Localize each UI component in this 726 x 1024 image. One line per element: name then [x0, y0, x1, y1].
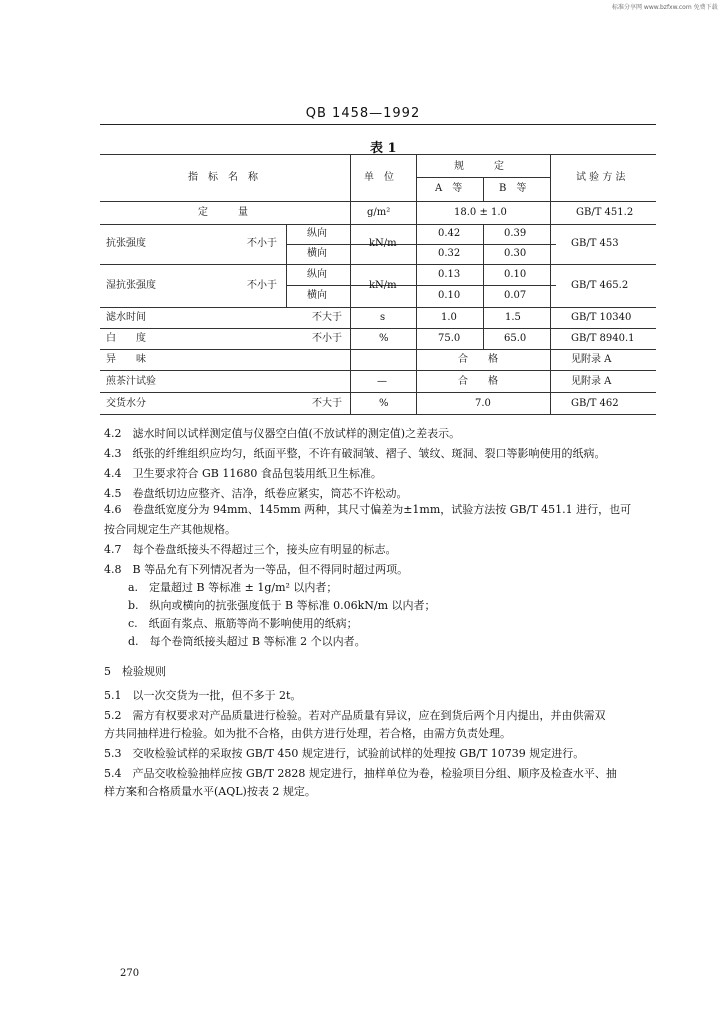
- header-method: 试 验 方 法: [576, 172, 626, 183]
- clause-5-2: 5.2 需方有权要求对产品质量进行检验。若对产品质量有异议，应在到货后两个月内提出，并由供需双: [104, 709, 606, 722]
- row-wet-tensile-b2: 0.07: [504, 290, 527, 301]
- clause-4-3: 4.3 纸张的纤维组织应均匀，纸面平整，不许有破洞皱、褶子、皱纹、斑洞、裂口等影响使用的纸病。: [104, 447, 606, 460]
- row-tea-test-method: 见附录 A: [571, 376, 612, 387]
- header-grade-b: B 等: [499, 183, 527, 194]
- col-rule: [350, 154, 351, 414]
- clause-4-6-cont: 按合同规定生产其他规格。: [104, 523, 236, 536]
- col-rule: [550, 154, 551, 414]
- row-rule: [100, 370, 656, 371]
- row-tea-test-value: 合 格: [458, 376, 498, 387]
- row-drainage-method: GB/T 10340: [571, 312, 632, 323]
- row-tensile-b1: 0.39: [504, 228, 527, 239]
- col-rule: [416, 154, 417, 414]
- row-basis-weight-value: 18.0 ± 1.0: [454, 207, 507, 218]
- row-rule: [100, 328, 656, 329]
- row-odor-value: 合 格: [458, 354, 498, 365]
- row-basis-weight-unit: g/m²: [367, 207, 391, 218]
- clause-5-4: 5.4 产品交收检验抽样应按 GB/T 2828 规定进行，抽样单位为卷，检验项目分组、顺序及检查水平、抽: [104, 767, 617, 780]
- row-tensile-method: GB/T 453: [571, 238, 619, 249]
- row-brightness-a: 75.0: [438, 333, 461, 344]
- row-moisture-cond: 不大于: [312, 398, 342, 409]
- clause-5-2-cont: 方共同抽样进行检验。如为批不合格，由供方进行处理，若合格，由需方负责处理。: [104, 727, 511, 740]
- row-drainage-name: 滤水时间: [106, 312, 146, 323]
- row-tensile-b2: 0.30: [504, 248, 527, 259]
- watermark: 标准分享网 www.bzfxw.com 免费下载: [612, 4, 718, 11]
- row-tensile-cond: 不小于: [247, 238, 277, 249]
- row-brightness-b: 65.0: [504, 333, 527, 344]
- row-odor-method: 见附录 A: [571, 354, 612, 365]
- clause-5-4-cont: 样方案和合格质量水平(AQL)按表 2 规定。: [104, 785, 316, 798]
- clause-4-7: 4.7 每个卷盘纸接头不得超过三个，接头应有明显的标志。: [104, 543, 397, 556]
- row-tensile-dir2: 横向: [307, 248, 327, 259]
- table-top-rule: [100, 154, 656, 155]
- row-tea-test-name: 煎茶汁试验: [106, 376, 156, 387]
- clause-4-2: 4.2 滤水时间以试样测定值与仪器空白值(不放试样的测定值)之差表示。: [104, 427, 461, 440]
- row-wet-tensile-name: 湿抗张强度: [106, 280, 156, 291]
- clause-5-3: 5.3 交收检验试样的采取按 GB/T 450 规定进行，试验前试样的处理按 GB/T 10739 规定进行。: [104, 747, 585, 760]
- clause-4-5: 4.5 卷盘纸切边应整齐、洁净，纸卷应紧实，筒芯不许松动。: [104, 487, 408, 500]
- row-wet-tensile-a2: 0.10: [438, 290, 461, 301]
- row-basis-weight-method: GB/T 451.2: [576, 207, 634, 218]
- row-brightness-method: GB/T 8940.1: [571, 333, 635, 344]
- clause-4-8-c: c. 纸面有浆点、瓶筋等尚不影响使用的纸病；: [128, 617, 358, 630]
- section-5-heading: 5 检验规则: [104, 665, 166, 678]
- row-wet-tensile-a1: 0.13: [438, 269, 461, 280]
- row-tensile-unit: kN/m: [369, 238, 397, 249]
- row-wet-tensile-cond: 不小于: [247, 280, 277, 291]
- row-drainage-a: 1.0: [441, 312, 457, 323]
- row-rule: [100, 264, 656, 265]
- row-rule: [100, 307, 656, 308]
- table-bottom-rule: [100, 414, 656, 415]
- clause-4-8-b: b. 纵向或横向的抗张强度低于 B 等标准 0.06kN/m 以内者；: [128, 599, 436, 612]
- row-wet-tensile-dir1: 纵向: [307, 269, 327, 280]
- row-basis-weight-name: 定 量: [198, 207, 248, 218]
- row-wet-tensile-dir2: 横向: [307, 290, 327, 301]
- col-rule: [286, 224, 287, 307]
- row-brightness-name: 白 度: [106, 333, 146, 344]
- header-grade-a: A 等: [435, 183, 463, 194]
- row-moisture-name: 交货水分: [106, 398, 146, 409]
- row-wet-tensile-method: GB/T 465.2: [571, 280, 629, 291]
- row-tensile-name: 抗张强度: [106, 238, 146, 249]
- row-odor-name: 异 味: [106, 354, 146, 365]
- clause-4-8: 4.8 B 等品允有下列情况者为一等品，但不得同时超过两项。: [104, 563, 409, 576]
- clause-4-8-d: d. 每个卷筒纸接头超过 B 等标准 2 个以内者。: [128, 635, 366, 648]
- row-tensile-a2: 0.32: [438, 248, 461, 259]
- row-moisture-method: GB/T 462: [571, 398, 619, 409]
- row-drainage-unit: s: [380, 312, 386, 323]
- col-rule: [483, 224, 484, 349]
- col-rule: [483, 177, 484, 201]
- table-caption: 表 1: [370, 141, 397, 156]
- row-drainage-cond: 不大于: [312, 312, 342, 323]
- row-moisture-value: 7.0: [475, 398, 491, 409]
- header-spec: 规 定: [454, 161, 504, 172]
- clause-4-6: 4.6 卷盘纸宽度分为 94mm、145mm 两种，其尺寸偏差为±1mm，试验方法按 GB/T 451.1 进行，也可: [104, 503, 632, 516]
- row-rule: [100, 349, 656, 350]
- header-indicator: 指 标 名 称: [188, 172, 258, 183]
- row-tea-test-unit: —: [377, 376, 387, 387]
- header-bottom-rule: [100, 201, 656, 202]
- row-tensile-dir1: 纵向: [307, 228, 327, 239]
- row-rule: [100, 224, 656, 225]
- row-moisture-unit: %: [379, 398, 389, 409]
- row-rule: [100, 392, 656, 393]
- row-wet-tensile-unit: kN/m: [369, 280, 397, 291]
- row-brightness-cond: 不小于: [312, 333, 342, 344]
- standard-number: QB 1458—1992: [305, 106, 421, 121]
- row-wet-tensile-b1: 0.10: [504, 269, 527, 280]
- clause-5-1: 5.1 以一次交货为一批，但不多于 2t。: [104, 689, 302, 702]
- row-drainage-b: 1.5: [505, 312, 521, 323]
- row-rule: [286, 244, 556, 245]
- header-unit: 单 位: [364, 172, 394, 183]
- page-number: 270: [120, 968, 140, 979]
- row-tensile-a1: 0.42: [438, 228, 461, 239]
- clause-4-8-a: a. 定量超过 B 等标准 ± 1g/m² 以内者；: [128, 581, 338, 594]
- row-brightness-unit: %: [379, 333, 389, 344]
- clause-4-4: 4.4 卫生要求符合 GB 11680 食品包装用纸卫生标准。: [104, 467, 382, 480]
- row-rule: [286, 285, 556, 286]
